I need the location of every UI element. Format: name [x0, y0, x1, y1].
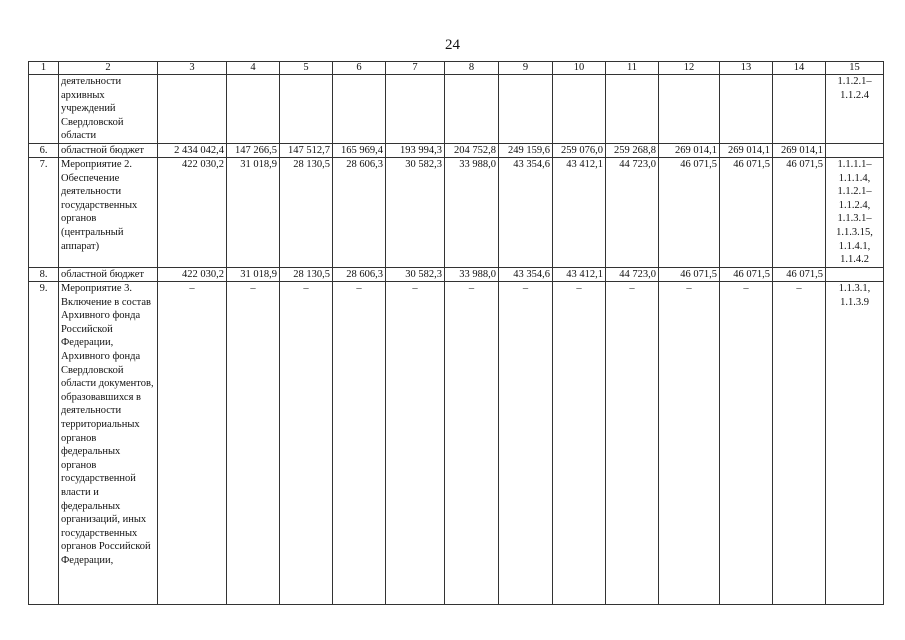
- value-cell: –: [720, 282, 773, 605]
- value-cell: 46 071,5: [659, 158, 720, 268]
- value-cell: –: [553, 282, 606, 605]
- header-cell: 5: [280, 62, 333, 75]
- row-number-cell: 7.: [29, 158, 59, 268]
- table-row: [29, 75, 884, 144]
- value-cell: –: [280, 282, 333, 605]
- value-cell: 30 582,3: [386, 158, 445, 268]
- value-cell: [773, 75, 826, 144]
- value-cell: 30 582,3: [386, 268, 445, 282]
- value-cell: 259 076,0: [553, 144, 606, 158]
- value-cell: 46 071,5: [720, 268, 773, 282]
- value-cell: –: [606, 282, 659, 605]
- target-reference-cell: [826, 144, 884, 158]
- header-cell: 2: [59, 62, 158, 75]
- value-cell: –: [659, 282, 720, 605]
- header-cell: 10: [553, 62, 606, 75]
- value-cell: –: [386, 282, 445, 605]
- value-cell: [386, 75, 445, 144]
- header-cell: 1: [29, 62, 59, 75]
- value-cell: –: [158, 282, 227, 605]
- value-cell: 165 969,4: [333, 144, 386, 158]
- header-cell: 4: [227, 62, 280, 75]
- value-cell: 249 159,6: [499, 144, 553, 158]
- value-cell: –: [227, 282, 280, 605]
- row-number-cell: 8.: [29, 268, 59, 282]
- value-cell: 46 071,5: [659, 268, 720, 282]
- budget-table: [28, 61, 884, 605]
- value-cell: 43 412,1: [553, 268, 606, 282]
- row-number-cell: [29, 75, 59, 144]
- value-cell: 46 071,5: [773, 158, 826, 268]
- header-cell: 15: [826, 62, 884, 75]
- value-cell: 33 988,0: [445, 268, 499, 282]
- value-cell: 46 071,5: [720, 158, 773, 268]
- value-cell: [553, 75, 606, 144]
- table-row: [29, 268, 884, 282]
- header-cell: 8: [445, 62, 499, 75]
- value-cell: 28 606,3: [333, 158, 386, 268]
- value-cell: 269 014,1: [720, 144, 773, 158]
- value-cell: 28 130,5: [280, 158, 333, 268]
- value-cell: 193 994,3: [386, 144, 445, 158]
- value-cell: –: [499, 282, 553, 605]
- value-cell: [720, 75, 773, 144]
- header-cell: 14: [773, 62, 826, 75]
- value-cell: 28 606,3: [333, 268, 386, 282]
- value-cell: 31 018,9: [227, 158, 280, 268]
- table-row: [29, 282, 884, 605]
- value-cell: 33 988,0: [445, 158, 499, 268]
- value-cell: 43 412,1: [553, 158, 606, 268]
- value-cell: 44 723,0: [606, 158, 659, 268]
- value-cell: [333, 75, 386, 144]
- value-cell: –: [773, 282, 826, 605]
- value-cell: 43 354,6: [499, 158, 553, 268]
- header-cell: 11: [606, 62, 659, 75]
- value-cell: 259 268,8: [606, 144, 659, 158]
- row-number-cell: 6.: [29, 144, 59, 158]
- table-row: [29, 158, 884, 268]
- value-cell: [659, 75, 720, 144]
- row-name-cell: Мероприятие 2. Обеспечение деятельности государственных органов (центральный аппарат): [59, 158, 158, 268]
- header-row: [29, 62, 884, 75]
- header-cell: 6: [333, 62, 386, 75]
- value-cell: [158, 75, 227, 144]
- row-number-cell: 9.: [29, 282, 59, 605]
- value-cell: 44 723,0: [606, 268, 659, 282]
- value-cell: 422 030,2: [158, 268, 227, 282]
- header-cell: 3: [158, 62, 227, 75]
- value-cell: –: [333, 282, 386, 605]
- value-cell: 269 014,1: [773, 144, 826, 158]
- header-cell: 13: [720, 62, 773, 75]
- target-reference-cell: 1.1.1.1– 1.1.1.4, 1.1.2.1– 1.1.2.4, 1.1.3.1– 1.1.3.15, 1.1.4.1, 1.1.4.2: [826, 158, 884, 268]
- value-cell: 31 018,9: [227, 268, 280, 282]
- target-reference-cell: 1.1.2.1– 1.1.2.4: [826, 75, 884, 144]
- target-reference-cell: [826, 268, 884, 282]
- value-cell: [280, 75, 333, 144]
- row-name-cell: областной бюджет: [59, 144, 158, 158]
- target-reference-cell: 1.1.3.1, 1.1.3.9: [826, 282, 884, 605]
- value-cell: [499, 75, 553, 144]
- row-name-cell: деятельности архивных учреждений Свердловской области: [59, 75, 158, 144]
- value-cell: 2 434 042,4: [158, 144, 227, 158]
- table-row: [29, 144, 884, 158]
- value-cell: [606, 75, 659, 144]
- value-cell: 204 752,8: [445, 144, 499, 158]
- value-cell: 422 030,2: [158, 158, 227, 268]
- value-cell: 147 266,5: [227, 144, 280, 158]
- value-cell: 269 014,1: [659, 144, 720, 158]
- value-cell: 46 071,5: [773, 268, 826, 282]
- value-cell: 28 130,5: [280, 268, 333, 282]
- row-name-cell: областной бюджет: [59, 268, 158, 282]
- header-cell: 12: [659, 62, 720, 75]
- value-cell: –: [445, 282, 499, 605]
- page-number: 24: [445, 37, 460, 53]
- value-cell: 147 512,7: [280, 144, 333, 158]
- row-name-cell: Мероприятие 3. Включение в состав Архивного фонда Российской Федерации, Архивного фонда Свердловской области документов, образовавшихся в деятельности территориальных органов федеральных органов государственной власти и федеральных организаций, иных государственных органов Российской Федерации,: [59, 282, 158, 605]
- header-cell: 7: [386, 62, 445, 75]
- value-cell: [445, 75, 499, 144]
- value-cell: [227, 75, 280, 144]
- header-cell: 9: [499, 62, 553, 75]
- value-cell: 43 354,6: [499, 268, 553, 282]
